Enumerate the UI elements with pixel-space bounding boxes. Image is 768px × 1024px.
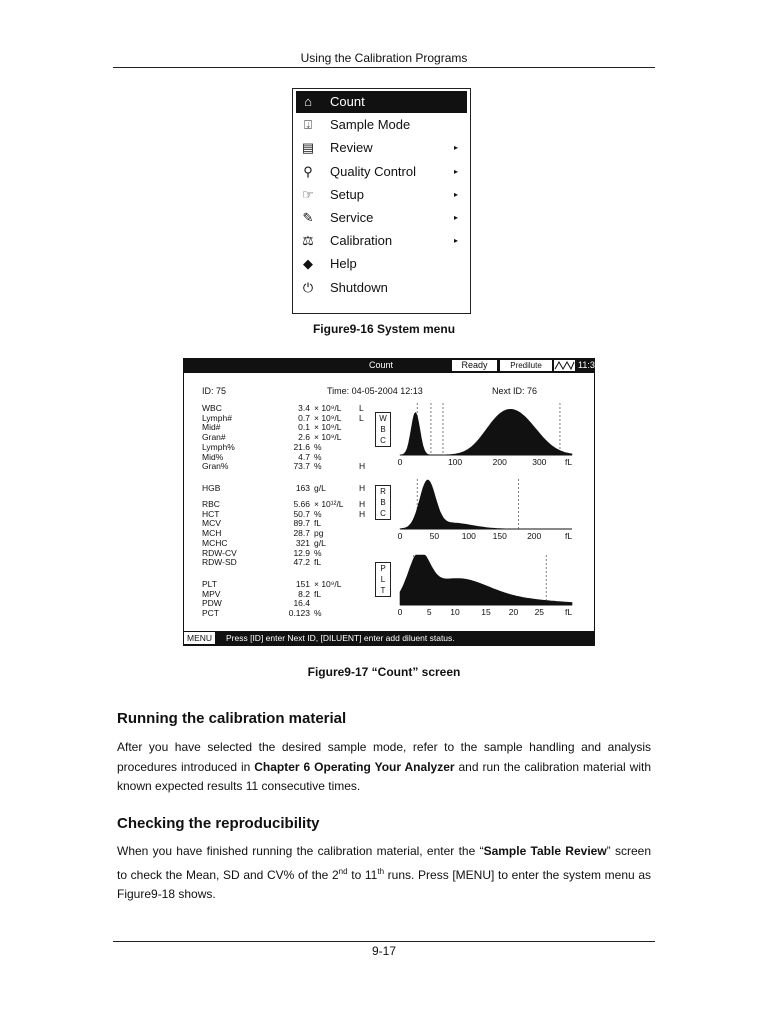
menu-item-sample-mode[interactable]: [296, 114, 467, 136]
param-unit: × 10¹²/L: [314, 499, 344, 509]
param-value: 8.2: [298, 588, 310, 599]
histogram-tick-label: 0: [397, 457, 403, 467]
figure-caption-system-menu: Figure9-16 System menu: [312, 322, 456, 336]
label-letter: L: [380, 575, 386, 584]
param-name: RDW-SD: [202, 557, 237, 568]
param-unit: × 10⁹/L: [314, 403, 342, 413]
shutdown-icon: ⏻: [302, 279, 314, 295]
param-value: 151: [295, 579, 310, 589]
param-flag: L: [359, 403, 364, 413]
param-value: 16.4: [293, 598, 310, 609]
param-value: 0.7: [298, 412, 310, 423]
menu-item-review[interactable]: [296, 137, 467, 159]
sample-time: Time: 04-05-2004 12:13: [327, 386, 423, 396]
histogram-curve: [400, 409, 572, 455]
header-rule: [113, 67, 655, 68]
param-value: 3.4: [298, 403, 310, 413]
menu-item-label: Setup: [330, 186, 364, 202]
param-unit: fL: [314, 557, 322, 568]
p2-text-a: When you have finished running the calibration material, enter the “: [117, 844, 484, 858]
label-letter: C: [380, 509, 386, 518]
param-unit: g/L: [314, 483, 326, 493]
param-value: 0.1: [298, 422, 310, 433]
screen-title: Count: [369, 360, 394, 370]
histogram-tick-label: 100: [461, 531, 476, 541]
param-flag: L: [359, 412, 364, 423]
param-name: RBC: [202, 499, 220, 509]
menu-item-label: Count: [330, 94, 365, 109]
histogram-tick-label: 200: [527, 531, 542, 541]
param-name: PCT: [202, 608, 219, 619]
histogram-tick-label: 50: [429, 531, 440, 541]
histogram-curve: [400, 480, 572, 529]
menu-item-calibration[interactable]: [296, 230, 467, 252]
param-value: 47.2: [293, 557, 310, 568]
param-name: Mid#: [202, 422, 221, 433]
histogram-tick-label: fL: [565, 457, 573, 467]
param-unit: × 10⁹/L: [314, 422, 342, 433]
p1-text-a: After you have selected the desired sample mode, refer to the sample handling and analysis procedures introduced in: [117, 740, 651, 774]
param-value: 28.7: [293, 528, 310, 539]
setup-icon: ☞: [302, 186, 314, 202]
paragraph-running: [117, 738, 651, 797]
histogram-tick-label: 15: [481, 607, 491, 617]
menu-item-label: Shutdown: [330, 279, 388, 295]
menu-item-label: Quality Control: [330, 163, 416, 179]
param-name: MCHC: [202, 537, 228, 548]
param-value: 163: [295, 483, 310, 493]
menu-item-service[interactable]: [296, 207, 467, 229]
submenu-arrow-icon: ▸: [453, 236, 458, 246]
p2-screen-name: Sample Table Review: [483, 844, 607, 858]
menu-item-help[interactable]: [296, 253, 467, 275]
submenu-arrow-icon: ▸: [453, 213, 458, 222]
p2-text-g: runs. Press [MENU] to enter the system menu as Figure9-18 shows.: [117, 867, 652, 901]
page-number: 9-17: [371, 944, 397, 958]
param-name: RDW-CV: [202, 547, 237, 558]
param-value: 21.6: [293, 441, 310, 452]
param-name: MPV: [202, 588, 221, 599]
param-value: 321: [295, 537, 310, 548]
param-name: Gran#: [202, 432, 226, 443]
param-unit: %: [314, 608, 322, 619]
submenu-arrow-icon: ▸: [453, 189, 458, 199]
param-unit: pg: [314, 528, 324, 539]
param-value: 0.123: [288, 608, 310, 619]
param-unit: %: [314, 547, 322, 558]
submenu-arrow-icon: ▸: [453, 143, 458, 153]
label-letter: R: [380, 487, 386, 496]
count-screen-status-bar: [184, 631, 594, 645]
mode-predilute: Predilute: [500, 360, 552, 371]
menu-item-label: Review: [330, 140, 373, 156]
param-unit: %: [314, 451, 322, 462]
histogram-tick-label: 20: [508, 607, 519, 617]
param-unit: × 10⁹/L: [314, 412, 342, 423]
paragraph-reproducibility: [117, 842, 651, 905]
param-flag: H: [359, 461, 366, 472]
param-value: 12.9: [293, 547, 310, 558]
label-letter: P: [380, 564, 386, 573]
menu-key[interactable]: MENU: [184, 632, 215, 644]
review-icon: ▤: [301, 140, 315, 156]
param-unit: %: [314, 441, 322, 452]
sample-mode-icon: ⍗: [304, 117, 312, 133]
footer-rule: [113, 941, 655, 942]
param-value: 89.7: [293, 518, 310, 529]
param-name: Lymph%: [202, 441, 235, 452]
histogram-tick-label: fL: [565, 531, 573, 541]
param-unit: fL: [314, 518, 322, 529]
p2-text-e: to 11: [347, 867, 378, 882]
count-icon: ⌂: [304, 94, 312, 109]
menu-item-label: Sample Mode: [330, 117, 411, 133]
section-heading-reproducibility: Checking the reproducibility: [117, 815, 320, 832]
param-name: PLT: [202, 579, 217, 589]
param-flag: H: [359, 483, 366, 493]
calibration-icon: ⚖: [302, 233, 314, 249]
param-name: Mid%: [202, 451, 224, 462]
p1-chapter-ref: Chapter 6 Operating Your Analyzer: [254, 759, 455, 774]
label-letter: C: [380, 436, 386, 445]
label-letter: B: [380, 498, 386, 507]
help-icon: ◆: [303, 256, 313, 272]
param-unit: g/L: [314, 537, 326, 548]
param-value: 4.7: [298, 451, 310, 462]
param-unit: %: [314, 461, 322, 472]
figure-caption-count-screen: Figure9-17 “Count” screen: [307, 665, 461, 679]
p2-sup-nd: nd: [338, 866, 348, 876]
next-id: Next ID: 76: [492, 386, 538, 396]
submenu-arrow-icon: ▸: [453, 166, 458, 176]
system-menu: [292, 88, 471, 314]
param-name: Gran%: [202, 461, 229, 472]
quality-control-icon: ⚲: [303, 163, 313, 179]
menu-item-shutdown[interactable]: [296, 277, 467, 299]
histogram-tick-label: 5: [426, 607, 432, 617]
status-message: Press [ID] enter Next ID, [DILUENT] enter add diluent status.: [226, 633, 455, 643]
param-name: HCT: [202, 508, 220, 519]
param-value: 50.7: [293, 508, 310, 519]
sample-id: ID: 75: [202, 386, 227, 396]
service-icon: ✎: [302, 210, 314, 225]
param-value: 5.66: [293, 499, 310, 509]
histogram-tick-label: 200: [492, 457, 507, 467]
histogram-tick-label: 25: [534, 607, 545, 617]
param-unit: fL: [314, 588, 322, 599]
label-letter: T: [380, 586, 386, 595]
param-name: MCV: [202, 518, 221, 529]
param-flag: H: [359, 499, 366, 509]
histogram-tick-label: 100: [447, 457, 463, 467]
param-unit: × 10⁹/L: [314, 432, 342, 443]
param-name: WBC: [202, 403, 222, 413]
clock-time: 11:30: [578, 360, 600, 370]
label-letter: W: [379, 414, 387, 423]
param-value: 2.6: [298, 432, 310, 443]
running-header: Using the Calibration Programs: [300, 51, 468, 65]
histogram-tick-label: 0: [397, 531, 403, 541]
param-name: PDW: [202, 598, 222, 609]
menu-item-label: Calibration: [330, 233, 393, 249]
param-name: HGB: [202, 483, 221, 493]
histograms: [184, 359, 594, 645]
p2-sup-th: th: [377, 866, 385, 876]
menu-item-label: Service: [330, 210, 374, 225]
menu-item-label: Help: [330, 256, 357, 272]
histogram-tick-label: 300: [532, 457, 547, 467]
count-screen: [183, 358, 600, 646]
param-unit: %: [314, 508, 322, 519]
histogram-tick-label: 150: [492, 531, 507, 541]
p2-text-c: ” screen to check the Mean, SD and CV% of the 2: [117, 844, 651, 882]
histogram-tick-label: 0: [397, 607, 403, 617]
histogram-tick-label: fL: [565, 607, 573, 617]
param-unit: × 10⁹/L: [314, 579, 342, 589]
label-letter: B: [380, 425, 386, 434]
menu-item-setup[interactable]: [296, 184, 467, 206]
histogram-tick-label: 10: [450, 607, 460, 617]
p1-text-c: and run the calibration material with known expected results 11 consecutive times.: [117, 759, 651, 793]
status-ready: Ready: [452, 360, 497, 371]
section-heading-running: Running the calibration material: [117, 710, 347, 727]
param-flag: H: [359, 508, 366, 519]
param-name: MCH: [202, 528, 222, 539]
menu-item-count[interactable]: [296, 91, 467, 113]
param-name: Lymph#: [202, 412, 232, 423]
param-value: 73.7: [293, 461, 310, 472]
menu-item-quality-control[interactable]: [296, 161, 467, 183]
